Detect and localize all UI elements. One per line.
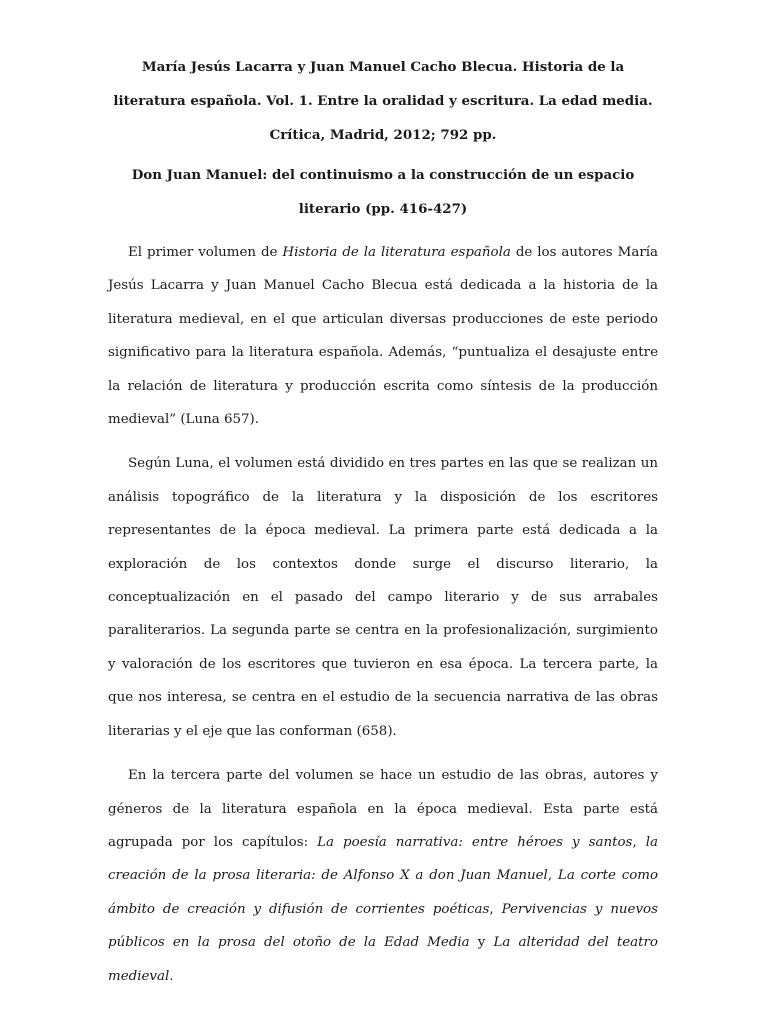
separator: , [632,834,646,850]
chapter-title-1: La poesía narrativa: entre héroes y santos [317,834,633,850]
paragraph-1-text-a: El primer volumen de [128,245,283,260]
paragraph-1-text-c: de los autores María Jesús Lacarra y Juan Manuel Cacho Blecua está dedicada a la historia de la literatura medieval, en el que articulan diversas producciones de este periodo significativo para la literatura española. Además, “puntualiza el desajuste entre la relación de literatura y producción escrita como síntesis de la producción medieval” (Luna 657). [108,245,658,428]
section-heading: Don Juan Manuel: del continuismo a la construcción de un espacio literario (pp. 416-427) [131,167,635,217]
book-title: Historia de la literatura española [282,245,511,260]
period: . [169,968,174,984]
separator: , [489,901,502,917]
chapter-title-4: Pervivencias y nuevos públicos en la prosa del otoño de la Edad Media [108,901,658,951]
paragraph-3-text-a: En la tercera parte del volumen se hace un estudio de las obras, autores y géneros de la literatura española en la época medieval. Esta parte está agrupada por los capítulos: [108,768,658,850]
separator: , [547,868,558,884]
document-title: María Jesús Lacarra y Juan Manuel Cacho Blecua. Historia de la literatura española. Vol. 1. Entre la oralidad y escritura. La edad media. Crítica, Madrid, 2012; 792 pp. [113,59,653,143]
conjunction: y [469,935,494,951]
chapter-title-2: la creación de la prosa literaria: de Alfonso X a don Juan Manuel [108,834,659,884]
paragraph-1 [108,236,658,436]
paragraph-3 [108,759,658,993]
chapter-title-3: La corte como ámbito de creación y difusión de corrientes poéticas [108,868,659,917]
paragraph-2: Según Luna, el volumen está dividido en tres partes en las que se realizan un análisis topográfico de la literatura y la disposición de los escritores representantes de la época medieval. La primera parte está dedicada a la exploración de los contextos donde surge el discurso literario, la conceptualización en el pasado del campo literario y de sus arrabales paraliterarios. La segunda parte se centra en la profesionalización, surgimiento y valoración de los escritores que tuvieron en esa época. La tercera parte, la que nos interesa, se centra en el estudio de la secuencia narrativa de las obras literarias y el eje que las conforman (658). [108,456,658,739]
document-page [108,50,658,993]
chapter-title-5: La alteridad del teatro medieval [108,935,658,984]
